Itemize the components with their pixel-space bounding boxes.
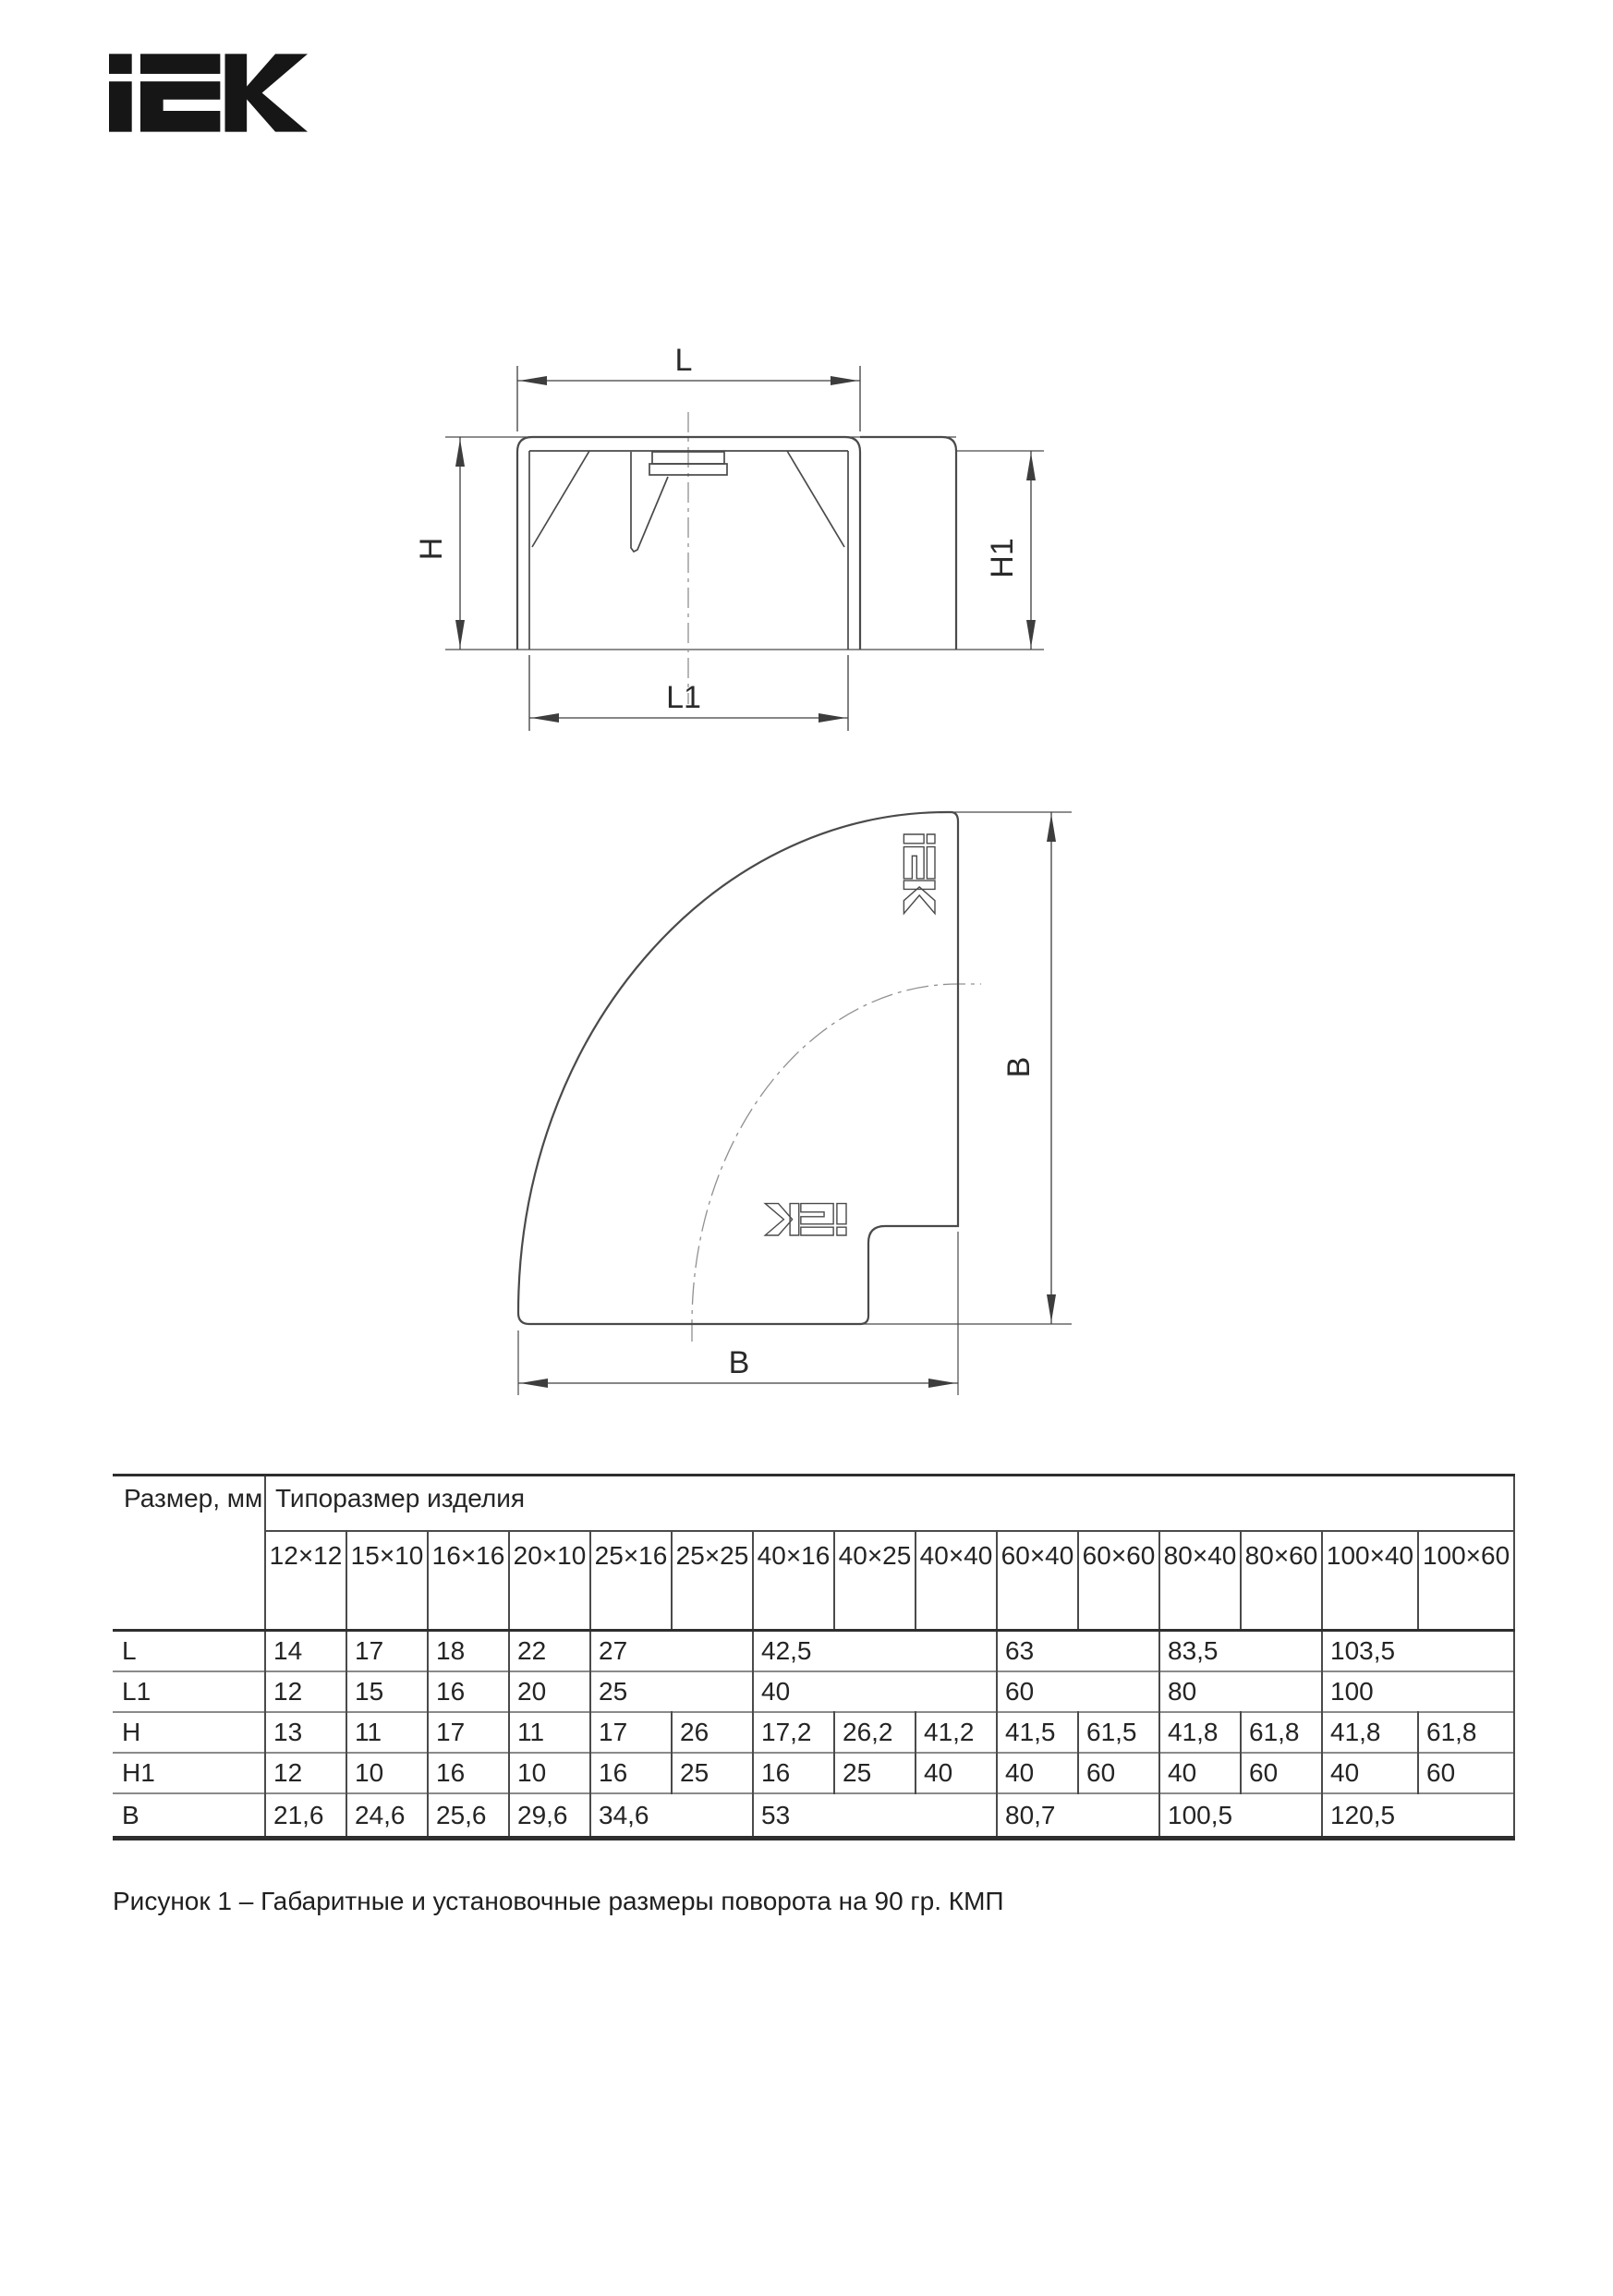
table-row-H	[113, 1712, 1514, 1753]
value-cell: 17	[428, 1712, 509, 1753]
value-cell: 14	[265, 1631, 346, 1672]
value-cell: 25	[672, 1753, 753, 1793]
value-cell: 40	[997, 1753, 1078, 1793]
value-cell: 61,5	[1078, 1712, 1159, 1753]
embossed-iek-logo-top	[904, 834, 935, 914]
value-cell: 100	[1322, 1671, 1514, 1712]
table-row-L	[113, 1631, 1514, 1672]
iek-logo-glyph	[109, 54, 308, 131]
embossed-iek-logo-bottom	[765, 1204, 846, 1235]
inner-walls	[529, 451, 848, 650]
size-header-cell: 16×16	[428, 1531, 509, 1631]
body-back-leg-outline	[860, 437, 956, 650]
row-label-cell: L1	[113, 1671, 265, 1712]
value-cell: 13	[265, 1712, 346, 1753]
size-header-cell: 100×40	[1322, 1531, 1418, 1631]
value-cell: 26,2	[834, 1712, 916, 1753]
value-cell: 29,6	[509, 1793, 590, 1839]
size-header-cell: 25×16	[590, 1531, 672, 1631]
value-cell: 17	[590, 1712, 672, 1753]
value-cell: 12	[265, 1753, 346, 1793]
value-cell: 80	[1159, 1671, 1322, 1712]
value-cell: 41,2	[916, 1712, 997, 1753]
row-label-cell: H1	[113, 1753, 265, 1793]
value-cell: 100,5	[1159, 1793, 1322, 1839]
value-cell: 20	[509, 1671, 590, 1712]
value-cell: 16	[428, 1671, 509, 1712]
value-cell: 34,6	[590, 1793, 753, 1839]
value-cell: 22	[509, 1631, 590, 1672]
figure2-top-view	[480, 785, 1109, 1423]
value-cell: 17,2	[753, 1712, 834, 1753]
size-header-cell: 12×12	[265, 1531, 346, 1631]
value-cell: 42,5	[753, 1631, 997, 1672]
value-cell: 61,8	[1418, 1712, 1514, 1753]
value-cell: 25	[834, 1753, 916, 1793]
value-cell: 40	[753, 1671, 997, 1712]
value-cell: 26	[672, 1712, 753, 1753]
value-cell: 60	[1241, 1753, 1322, 1793]
value-cell: 11	[509, 1712, 590, 1753]
value-cell: 15	[346, 1671, 428, 1712]
value-cell: 40	[916, 1753, 997, 1793]
value-cell: 16	[428, 1753, 509, 1793]
value-cell: 18	[428, 1631, 509, 1672]
figure1-front-view	[397, 328, 1062, 748]
table-row-L1	[113, 1671, 1514, 1712]
iek-logo	[109, 54, 308, 132]
value-cell: 41,8	[1159, 1712, 1241, 1753]
table-row-B	[113, 1793, 1514, 1839]
size-header-cell: 80×60	[1241, 1531, 1322, 1631]
value-cell: 24,6	[346, 1793, 428, 1839]
size-header-cell: 80×40	[1159, 1531, 1241, 1631]
value-cell: 25	[590, 1671, 753, 1712]
fig2-extension-lines	[518, 812, 1072, 1395]
figure-caption: Рисунок 1 – Габаритные и установочные размеры поворота на 90 гр. КМП	[113, 1887, 1004, 1915]
value-cell: 60	[1078, 1753, 1159, 1793]
bend-outline	[518, 812, 958, 1324]
dim-label-B-horizontal: B	[728, 1345, 750, 1380]
value-cell: 21,6	[265, 1793, 346, 1839]
row-label-cell: H	[113, 1712, 265, 1753]
channel-center-line	[692, 984, 981, 1342]
value-cell: 16	[753, 1753, 834, 1793]
value-cell: 80,7	[997, 1793, 1159, 1839]
dim-label-H: H	[414, 537, 449, 561]
value-cell: 25,6	[428, 1793, 509, 1839]
left-funnel-line	[532, 451, 589, 547]
value-cell: 103,5	[1322, 1631, 1514, 1672]
size-header-cell: 60×60	[1078, 1531, 1159, 1631]
value-cell: 27	[590, 1631, 753, 1672]
right-funnel-line	[787, 451, 844, 547]
corner-header-cell: Размер, мм	[113, 1476, 265, 1631]
value-cell: 12	[265, 1671, 346, 1712]
value-cell: 11	[346, 1712, 428, 1753]
dim-label-L1: L1	[666, 680, 701, 715]
value-cell: 83,5	[1159, 1631, 1322, 1672]
dim-label-H1: H1	[985, 538, 1020, 578]
value-cell: 17	[346, 1631, 428, 1672]
size-header-cell: 40×16	[753, 1531, 834, 1631]
table-row-H1	[113, 1753, 1514, 1793]
dim-label-L: L	[674, 343, 693, 378]
value-cell: 61,8	[1241, 1712, 1322, 1753]
value-cell: 41,5	[997, 1712, 1078, 1753]
size-header-cell: 25×25	[672, 1531, 753, 1631]
group-header-cell: Типоразмер изделия	[265, 1476, 1514, 1532]
value-cell: 41,8	[1322, 1712, 1418, 1753]
value-cell: 10	[346, 1753, 428, 1793]
size-header-cell: 100×60	[1418, 1531, 1514, 1631]
value-cell: 10	[509, 1753, 590, 1793]
size-header-cell: 60×40	[997, 1531, 1078, 1631]
value-cell: 40	[1159, 1753, 1241, 1793]
value-cell: 60	[1418, 1753, 1514, 1793]
dim-label-B-vertical: B	[1001, 1056, 1037, 1078]
table-header-row-2	[113, 1531, 1514, 1631]
value-cell: 16	[590, 1753, 672, 1793]
size-header-cell: 40×40	[916, 1531, 997, 1631]
body-inner-details	[529, 451, 848, 650]
size-header-cell: 40×25	[834, 1531, 916, 1631]
row-label-cell: B	[113, 1793, 265, 1839]
size-header-cell: 15×10	[346, 1531, 428, 1631]
row-label-cell: L	[113, 1631, 265, 1672]
value-cell: 53	[753, 1793, 997, 1839]
size-header-cell: 20×10	[509, 1531, 590, 1631]
value-cell: 120,5	[1322, 1793, 1514, 1839]
dimensions-table	[113, 1474, 1515, 1840]
value-cell: 63	[997, 1631, 1159, 1672]
table-header-row-1	[113, 1476, 1514, 1532]
value-cell: 40	[1322, 1753, 1418, 1793]
value-cell: 60	[997, 1671, 1159, 1712]
